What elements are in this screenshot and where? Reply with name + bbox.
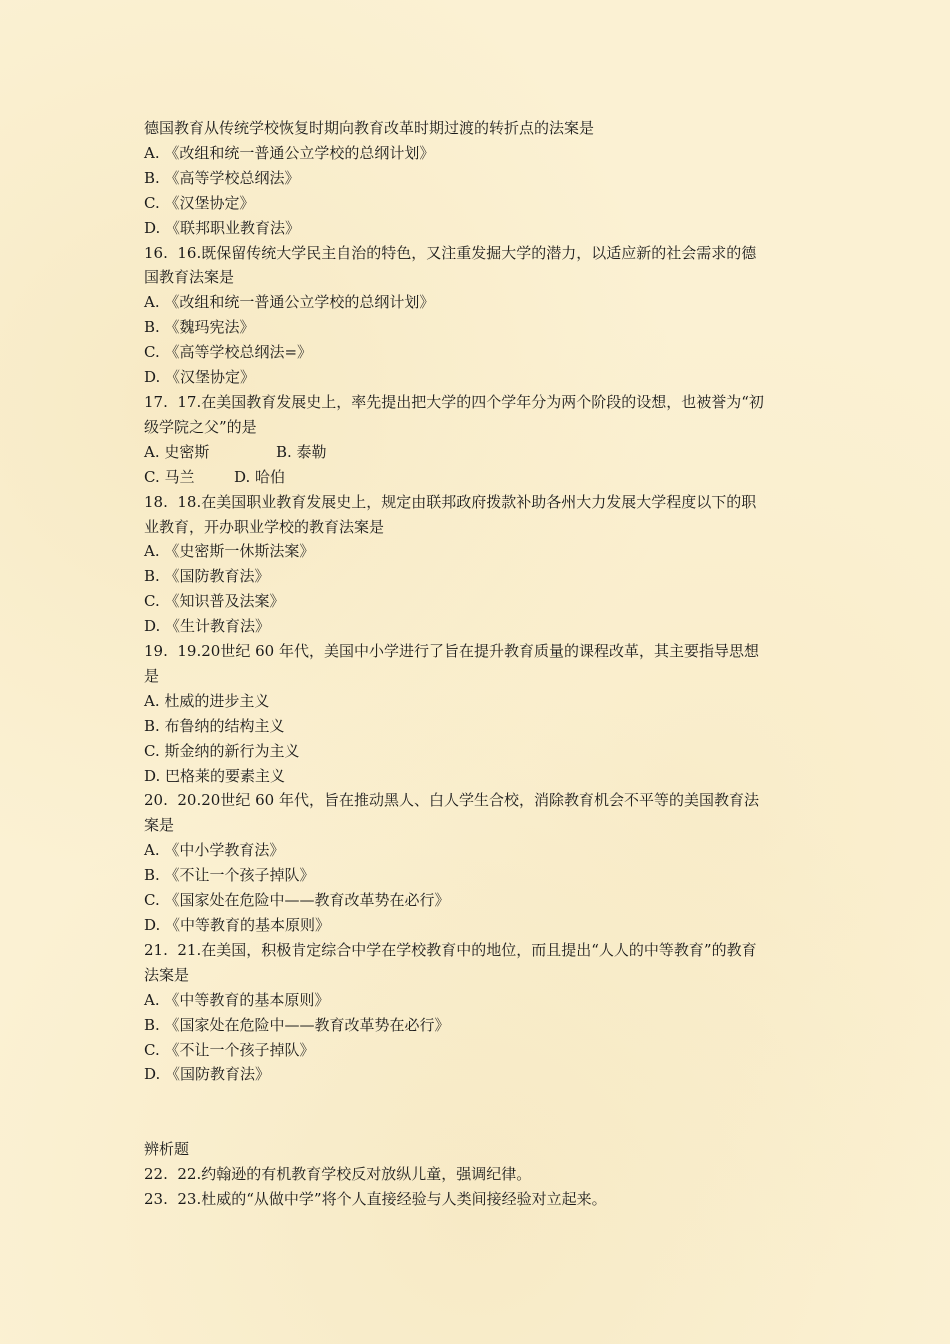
option-row-cd — [144, 465, 812, 490]
option-d: D. 《生计教育法》 — [144, 617, 271, 636]
document-body — [144, 116, 812, 1212]
option-a: A. 《中等教育的基本原则》 — [144, 990, 330, 1009]
option-c: C. 《汉堡协定》 — [144, 193, 255, 212]
option-d: D. 《联邦职业教育法》 — [144, 218, 301, 237]
section-title: 辨析题 — [144, 1140, 190, 1159]
option-c: C. 马兰 — [144, 467, 195, 486]
question-22: 22. 22.约翰逊的有机教育学校反对放纵儿童，强调纪律。 — [144, 1165, 532, 1184]
option-d: D. 《汉堡协定》 — [144, 368, 256, 387]
option-a: A. 《史密斯一休斯法案》 — [144, 542, 315, 561]
question-18-stem-line1: 18. 18.在美国职业教育发展史上，规定由联邦政府拨款补助各州大力发展大学程度以下的职 — [144, 492, 757, 511]
option-c: C. 《高等学校总纲法=》 — [144, 343, 313, 362]
option-a: A. 史密斯 — [144, 442, 210, 461]
option-b: B. 《不让一个孩子掉队》 — [144, 866, 315, 885]
question-17-stem-line1: 17. 17.在美国教育发展史上，率先提出把大学的四个学年分为两个阶段的设想，也被誉为“初 — [144, 392, 764, 411]
option-b: B. 《高等学校总纲法》 — [144, 168, 300, 187]
question-20-stem-line2: 案是 — [144, 816, 175, 835]
question-17-stem-line2: 级学院之父”的是 — [144, 417, 257, 436]
option-c: C. 斯金纳的新行为主义 — [144, 741, 300, 760]
option-d: D. 《中等教育的基本原则》 — [144, 916, 331, 934]
option-a: A. 《中小学教育法》 — [144, 841, 285, 860]
question-20-stem-line1: 20. 20.20世纪 60 年代，旨在推动黑人、白人学生合校，消除教育机会不平等的美国教育法 — [144, 791, 759, 810]
question-18-stem-line2: 业教育，开办职业学校的教育法案是 — [144, 517, 385, 536]
option-a: A. 《改组和统一普通公立学校的总纲计划》 — [144, 143, 435, 162]
option-b: B. 布鲁纳的结构主义 — [144, 716, 285, 735]
option-d: D. 巴格莱的要素主义 — [144, 766, 286, 785]
option-a: A. 杜威的进步主义 — [144, 691, 270, 710]
option-d: D. 《国防教育法》 — [144, 1065, 271, 1084]
option-b: B. 泰勒 — [276, 442, 327, 461]
question-16-stem-line2: 国教育法案是 — [144, 268, 235, 287]
option-c: C. 《不让一个孩子掉队》 — [144, 1040, 315, 1059]
question-23: 23. 23.杜威的“从做中学”将个人直接经验与人类间接经验对立起来。 — [144, 1189, 607, 1208]
option-b: B. 《国防教育法》 — [144, 567, 270, 586]
option-a: A. 《改组和统一普通公立学校的总纲计划》 — [144, 293, 435, 312]
question-19-stem-line2: 是 — [144, 666, 160, 685]
option-d: D. 哈伯 — [234, 467, 286, 486]
option-b: B. 《魏玛宪法》 — [144, 318, 255, 337]
option-row-ab — [144, 440, 812, 465]
question-stem: 德国教育从传统学校恢复时期向教育改革时期过渡的转折点的法案是 — [144, 119, 595, 137]
option-c: C. 《知识普及法案》 — [144, 592, 285, 611]
question-16-stem-line1: 16. 16.既保留传统大学民主自治的特色，又注重发掘大学的潜力，以适应新的社会需求的德 — [144, 243, 757, 262]
option-c: C. 《国家处在危险中——教育改革势在必行》 — [144, 891, 450, 910]
question-21-stem-line1: 21. 21.在美国，积极肯定综合中学在学校教育中的地位，而且提出“人人的中等教育”的教育 — [144, 940, 757, 959]
section-spacer — [144, 1087, 812, 1137]
question-19-stem-line1: 19. 19.20世纪 60 年代，美国中小学进行了旨在提升教育质量的课程改革，其主要指导思想 — [144, 642, 759, 661]
option-b: B. 《国家处在危险中——教育改革势在必行》 — [144, 1015, 450, 1034]
question-21-stem-line2: 法案是 — [144, 965, 190, 984]
